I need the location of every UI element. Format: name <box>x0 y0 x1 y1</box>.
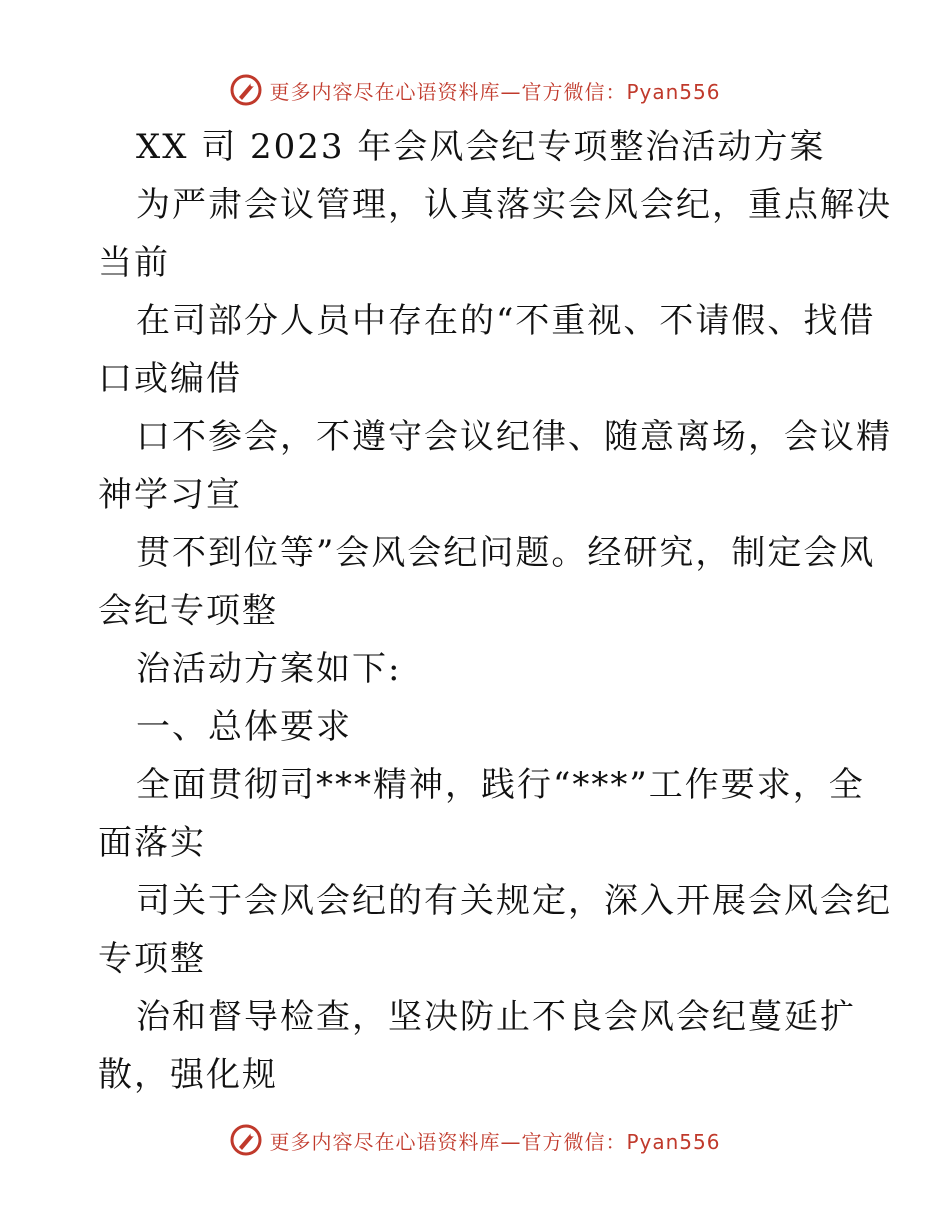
footer-watermark <box>0 1120 950 1160</box>
pen-logo-icon <box>229 73 263 107</box>
watermark-text: 更多内容尽在心语资料库—官方微信：Pyan556 <box>269 1129 721 1154</box>
text-line: 散，强化规 <box>98 1055 278 1095</box>
text-line: 贯不到位等”会风会纪问题。经研究，制定会风 <box>136 533 876 573</box>
text-line: 面落实 <box>98 823 206 863</box>
text-line: 治和督导检查，坚决防止不良会风会纪蔓延扩 <box>136 997 856 1037</box>
text-line: 治活动方案如下: <box>136 649 402 689</box>
watermark-text: 更多内容尽在心语资料库—官方微信：Pyan556 <box>269 79 721 104</box>
text-line: 为严肃会议管理，认真落实会风会纪，重点解决 <box>136 185 892 225</box>
pen-logo-icon <box>229 1123 263 1157</box>
text-line: 司关于会风会纪的有关规定，深入开展会风会纪 <box>136 881 892 921</box>
text-line: 会纪专项整 <box>98 591 278 631</box>
text-line: 口不参会，不遵守会议纪律、随意离场，会议精 <box>136 417 892 457</box>
header-watermark <box>0 70 950 110</box>
text-line: 全面贯彻司***精神，践行“***”工作要求，全 <box>136 765 865 805</box>
text-line: 神学习宣 <box>98 475 242 515</box>
text-line: 当前 <box>98 243 170 283</box>
document-title: XX 司 2023 年会风会纪专项整治活动方案 <box>136 127 826 167</box>
text-line: 在司部分人员中存在的“不重视、不请假、找借 <box>136 301 876 341</box>
text-line: 专项整 <box>98 939 206 979</box>
text-line: 口或编借 <box>98 359 242 399</box>
document-body <box>98 118 892 1104</box>
section-heading: 一、总体要求 <box>136 707 352 747</box>
